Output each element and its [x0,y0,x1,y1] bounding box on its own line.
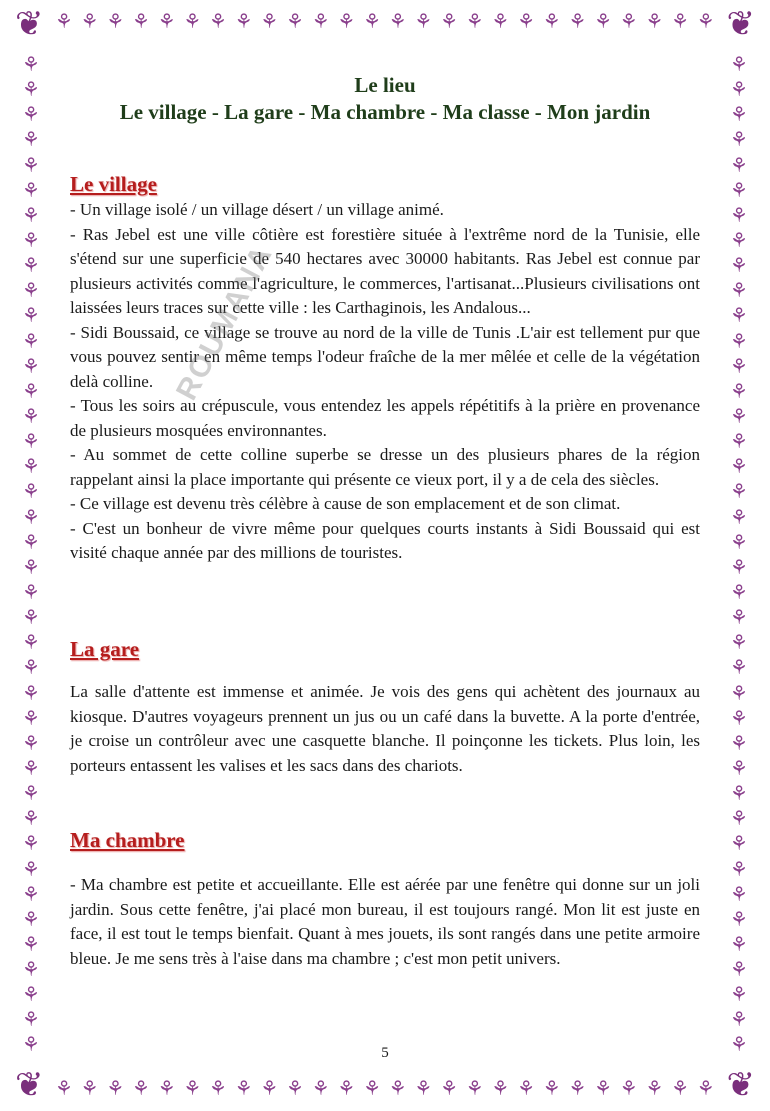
ornament-icon: ⚘ [22,657,40,680]
ornament-icon: ⚘ [22,1034,40,1057]
paragraph: La salle d'attente est immense et animée. Je vois des gens qui achètent des journaux au kiosque. D'autres voyageurs prennent un jus ou un café dans la buvette. A la porte d'entrée, je croise un contrôleur avec une casquette blanche. Il poinçonne les tickets. Plus loin, les porteurs entassent les valises et les sacs dans des chariots. [70,682,700,775]
ornament-icon: ⚘ [730,79,748,102]
ornament-icon: ⚘ [22,456,40,479]
ornament-icon: ⚘ [730,682,748,705]
ornament-icon: ⚘ [517,11,536,33]
ornament-icon: ⚘ [22,204,40,227]
ornament-icon: ⚘ [286,11,304,33]
watermark: ROUMANA [170,239,280,406]
ornament-icon: ⚘ [157,1078,176,1100]
ornament-icon: ⚘ [286,1078,304,1100]
page-title: Le lieu [354,73,416,97]
ornament-icon: ⚘ [22,54,40,76]
section-body-village [70,198,700,566]
top-ornament-border [55,12,715,34]
corner-ornament-icon: ❦ [15,1067,44,1104]
page-subtitle: Le village - La gare - Ma chambre - Ma classe - Mon jardin [119,100,651,124]
ornament-icon: ⚘ [730,129,748,152]
ornament-icon: ⚘ [730,154,748,177]
ornament-icon: ⚘ [440,11,459,33]
ornament-icon: ⚘ [22,707,40,730]
ornament-icon: ⚘ [542,11,561,33]
ornament-icon: ⚘ [22,808,40,831]
ornament-icon: ⚘ [132,11,150,33]
ornament-icon: ⚘ [542,1078,561,1100]
ornament-icon: ⚘ [568,1078,587,1100]
ornament-icon: ⚘ [22,305,40,328]
ornament-icon: ⚘ [209,11,227,33]
ornament-icon: ⚘ [671,11,690,33]
ornament-icon: ⚘ [730,757,748,780]
ornament-icon: ⚘ [730,959,748,982]
ornament-icon: ⚘ [440,1078,459,1100]
ornament-icon: ⚘ [22,380,40,403]
paragraph: - Un village isolé / un village désert / un village animé. [70,200,444,219]
ornament-icon: ⚘ [730,933,748,956]
ornament-icon: ⚘ [730,607,748,630]
section-heading-village: Le village [70,172,157,196]
ornament-icon: ⚘ [80,11,99,33]
ornament-icon: ⚘ [465,11,484,33]
corner-ornament-icon: ❦ [726,1067,755,1104]
ornament-icon: ⚘ [730,431,748,454]
ornament-icon: ⚘ [337,11,356,33]
ornament-icon: ⚘ [594,1078,613,1100]
ornament-icon: ⚘ [388,11,407,33]
ornament-icon: ⚘ [22,757,40,780]
ornament-icon: ⚘ [730,355,748,378]
paragraph: - Au sommet de cette colline superbe se dresse un des plusieurs phares de la région rappelant ainsi la place importante qui présente ce vieux port, il y a de cela des siècles. [70,445,700,489]
paragraph: - C'est un bonheur de vivre même pour quelques courts instants à Sidi Boussaid qui est visité chaque année par des millions de touristes. [70,518,700,562]
ornament-icon: ⚘ [619,1078,638,1100]
ornament-icon: ⚘ [234,11,253,33]
ornament-icon: ⚘ [22,581,40,604]
ornament-icon: ⚘ [337,1078,356,1100]
ornament-icon: ⚘ [730,255,748,278]
ornament-icon: ⚘ [696,1078,715,1100]
ornament-icon: ⚘ [55,1078,73,1100]
ornament-icon: ⚘ [22,833,40,856]
ornament-icon: ⚘ [22,984,40,1007]
ornament-icon: ⚘ [22,255,40,278]
paragraph: - Tous les soirs au crépuscule, vous entendez les appels répétitifs à la prière en provenance de plusieurs mosquées environnantes. [70,396,700,440]
ornament-icon: ⚘ [730,405,748,428]
ornament-icon: ⚘ [730,104,748,127]
paragraph: - Ras Jebel est une ville côtière est forestière située à l'extrême nord de la Tunisie, elle s'étend sur une superficie de 540 hectares avec 30000 habitants. Ras Jebel est connue par plusieurs activités comme l'agriculture, le commerces, l'artisanat...Plusieurs civilisations ont laissées leurs traces sur cette ville : les Carthaginois, les Andalous... [70,224,700,317]
ornament-icon: ⚘ [594,11,613,33]
ornament-icon: ⚘ [491,1078,510,1100]
ornament-icon: ⚘ [696,11,715,33]
ornament-icon: ⚘ [22,79,40,102]
ornament-icon: ⚘ [619,11,638,33]
ornament-icon: ⚘ [730,883,748,906]
section-heading-gare: La gare [70,637,140,661]
ornament-icon: ⚘ [22,330,40,353]
ornament-icon: ⚘ [730,833,748,856]
ornament-icon: ⚘ [260,1078,279,1100]
ornament-icon: ⚘ [55,11,73,33]
ornament-icon: ⚘ [22,405,40,428]
ornament-icon: ⚘ [311,11,330,33]
ornament-icon: ⚘ [465,1078,484,1100]
ornament-icon: ⚘ [22,481,40,504]
ornament-icon: ⚘ [730,858,748,881]
ornament-icon: ⚘ [22,732,40,755]
ornament-icon: ⚘ [730,1034,748,1057]
paragraph: - Sidi Boussaid, ce village se trouve au nord de la ville de Tunis .L'air est tellement pur que vous pouvez sentir en même temps l'odeur fraîche de la mer mêlée et celle de la végétation delà colline. [70,322,700,391]
corner-ornament-icon: ❦ [726,6,755,43]
ornament-icon: ⚘ [22,959,40,982]
page-number: 5 [381,1045,389,1061]
ornament-icon: ⚘ [80,1078,99,1100]
ornament-icon: ⚘ [730,808,748,831]
ornament-icon: ⚘ [730,280,748,303]
ornament-icon: ⚘ [730,783,748,806]
ornament-icon: ⚘ [730,305,748,328]
ornament-icon: ⚘ [22,154,40,177]
ornament-icon: ⚘ [645,1078,664,1100]
ornament-icon: ⚘ [22,908,40,931]
ornament-icon: ⚘ [183,1078,202,1100]
ornament-icon: ⚘ [671,1078,690,1100]
ornament-icon: ⚘ [22,129,40,152]
ornament-icon: ⚘ [730,531,748,554]
ornament-icon: ⚘ [730,657,748,680]
ornament-icon: ⚘ [22,607,40,630]
right-ornament-border [728,55,750,1056]
ornament-icon: ⚘ [22,858,40,881]
ornament-icon: ⚘ [730,1009,748,1032]
section-heading-chambre: Ma chambre [70,828,185,852]
section-body-chambre [70,873,700,971]
ornament-icon: ⚘ [22,632,40,655]
ornament-icon: ⚘ [491,11,510,33]
ornament-icon: ⚘ [730,984,748,1007]
ornament-icon: ⚘ [730,732,748,755]
ornament-icon: ⚘ [730,581,748,604]
ornament-icon: ⚘ [22,355,40,378]
ornament-icon: ⚘ [730,707,748,730]
ornament-icon: ⚘ [234,1078,253,1100]
ornament-icon: ⚘ [22,556,40,579]
ornament-icon: ⚘ [22,1009,40,1032]
ornament-icon: ⚘ [730,330,748,353]
ornament-icon: ⚘ [209,1078,227,1100]
ornament-icon: ⚘ [22,179,40,202]
ornament-icon: ⚘ [568,11,587,33]
ornament-icon: ⚘ [22,104,40,127]
ornament-icon: ⚘ [132,1078,150,1100]
ornament-icon: ⚘ [363,11,381,33]
ornament-icon: ⚘ [730,556,748,579]
ornament-icon: ⚘ [311,1078,330,1100]
ornament-icon: ⚘ [730,908,748,931]
ornament-icon: ⚘ [730,229,748,252]
ornament-icon: ⚘ [414,1078,433,1100]
ornament-icon: ⚘ [388,1078,407,1100]
ornament-icon: ⚘ [730,54,748,76]
ornament-icon: ⚘ [22,933,40,956]
ornament-icon: ⚘ [260,11,279,33]
paragraph: - Ce village est devenu très célèbre à cause de son emplacement et de son climat. [70,494,621,513]
ornament-icon: ⚘ [22,783,40,806]
ornament-icon: ⚘ [730,632,748,655]
ornament-icon: ⚘ [730,179,748,202]
ornament-icon: ⚘ [157,11,176,33]
ornament-icon: ⚘ [106,1078,125,1100]
ornament-icon: ⚘ [22,431,40,454]
ornament-icon: ⚘ [517,1078,536,1100]
ornament-icon: ⚘ [730,506,748,529]
left-ornament-border [20,55,42,1056]
ornament-icon: ⚘ [730,380,748,403]
ornament-icon: ⚘ [22,229,40,252]
ornament-icon: ⚘ [645,11,664,33]
paragraph: - Ma chambre est petite et accueillante. Elle est aérée par une fenêtre qui donne sur un joli jardin. Sous cette fenêtre, j'ai placé mon bureau, il est toujours rangé. Mon lit est juste en face, il est tout le temps bienfait. Quant à mes jouets, ils sont rangés dans une petite armoire bleue. Je me sens très à l'aise dans ma chambre ; c'est mon petit univers. [70,875,700,968]
ornament-icon: ⚘ [22,506,40,529]
ornament-icon: ⚘ [22,883,40,906]
ornament-icon: ⚘ [730,204,748,227]
ornament-icon: ⚘ [414,11,433,33]
ornament-icon: ⚘ [22,280,40,303]
ornament-icon: ⚘ [22,531,40,554]
ornament-icon: ⚘ [363,1078,381,1100]
ornament-icon: ⚘ [730,456,748,479]
ornament-icon: ⚘ [730,481,748,504]
section-body-gare [70,680,700,778]
ornament-icon: ⚘ [183,11,202,33]
bottom-ornament-border [55,1079,715,1101]
corner-ornament-icon: ❦ [15,6,44,43]
ornament-icon: ⚘ [106,11,125,33]
ornament-icon: ⚘ [22,682,40,705]
